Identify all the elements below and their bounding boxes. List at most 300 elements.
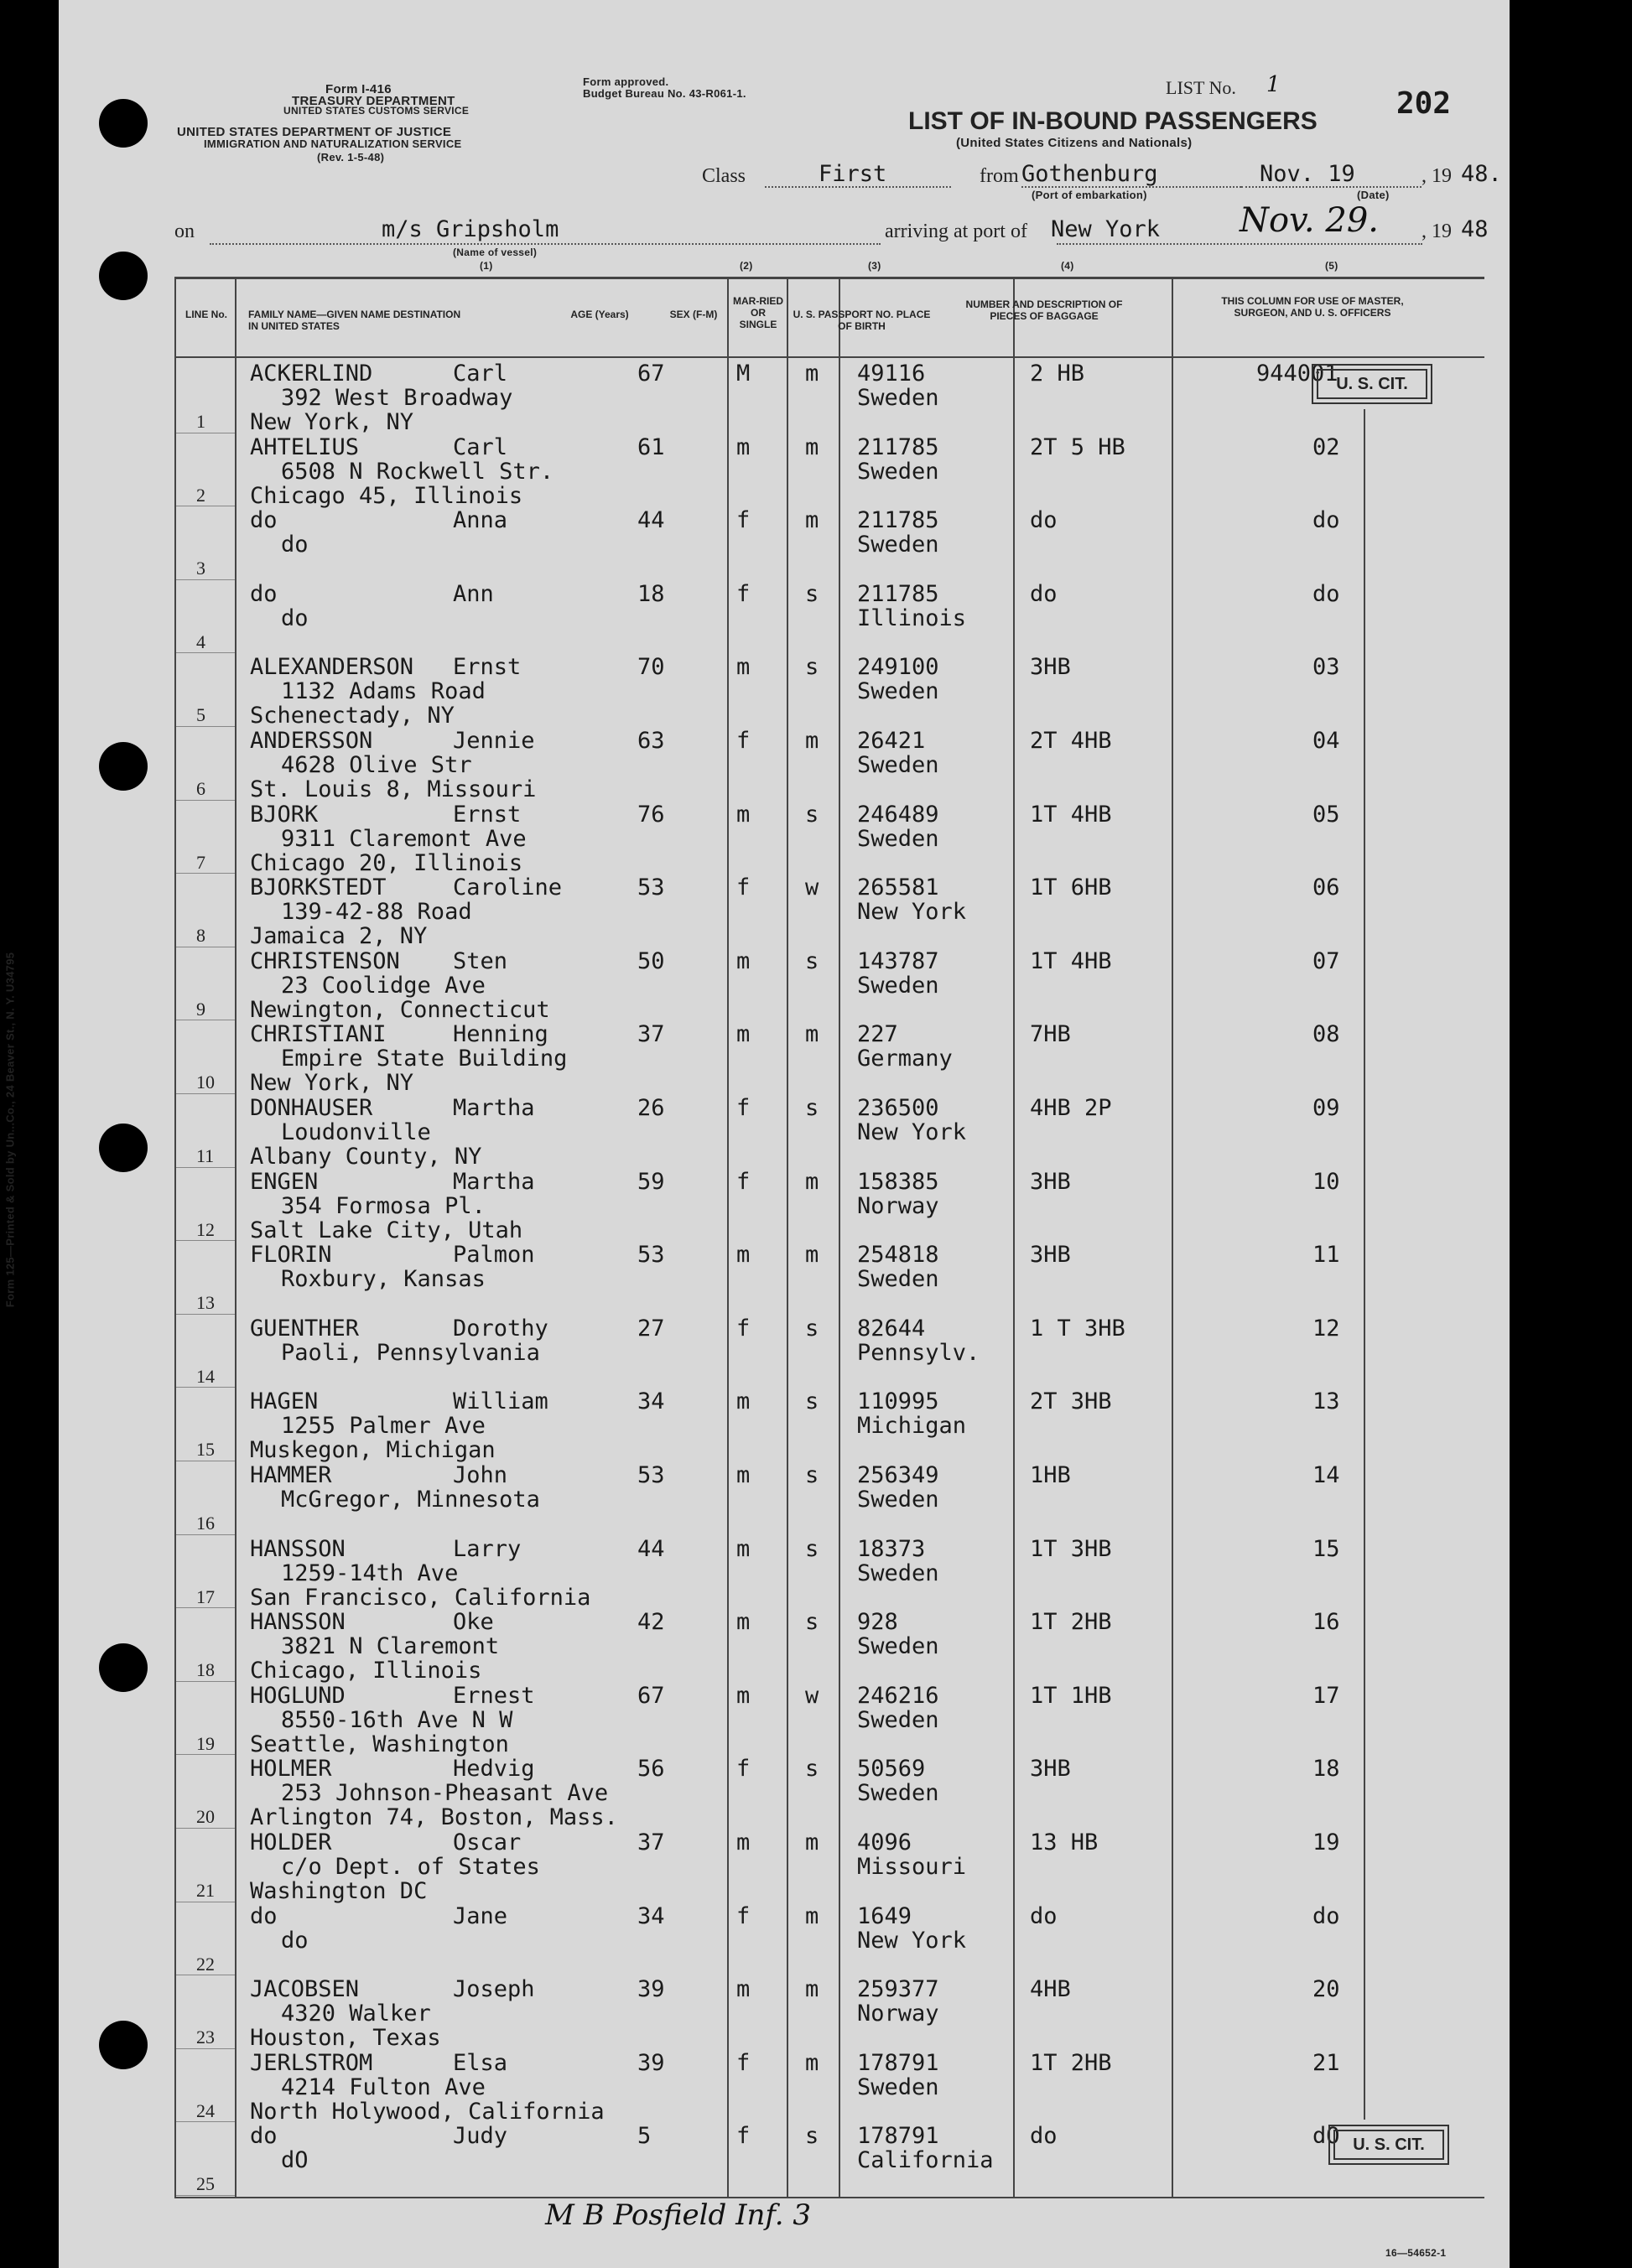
sex: m [736,654,751,681]
sex: M [736,361,751,387]
place-of-birth: Pennsylv. [857,1339,980,1366]
header-passport: U. S. PASSPORT NO. PLACE OF BIRTH [793,309,931,332]
line-number: 9 [196,998,205,1020]
passenger-given-name: Martha [453,1095,535,1121]
destination-line2: New York, NY [250,1070,414,1097]
header-officers: THIS COLUMN FOR USE OF MASTER, SURGEON, AND U. S. OFFICERS [1221,295,1404,319]
passenger-given-name: Ernest [453,1682,535,1709]
passenger-given-name: William [453,1388,548,1415]
marital-status: m [805,728,819,754]
punch-hole [99,1643,148,1692]
sex: m [736,1462,751,1488]
punch-hole [99,1124,148,1172]
passenger-surname: DONHAUSER [250,1095,373,1121]
passenger-surname: HAGEN [250,1388,319,1415]
baggage: do [1030,580,1058,607]
destination-line1: 8550-16th Ave N W [281,1706,513,1733]
passenger-surname: CHRISTIANI [250,1021,387,1048]
officer-number: 18 [1312,1756,1340,1783]
baggage: 1T 6HB [1030,875,1112,901]
destination-line1: 1259-14th Ave [281,1560,459,1586]
destination-line1: 4320 Walker [281,2001,431,2027]
row-separator [176,1607,235,1608]
passenger-given-name: Ernst [453,801,522,828]
justice-dept: UNITED STATES DEPARTMENT OF JUSTICE [177,125,452,139]
passenger-surname: do [250,1902,278,1929]
officer-number: 15 [1312,1535,1340,1562]
row-separator [176,1240,235,1241]
marital-status: m [805,507,819,534]
line-number: 2 [196,484,205,506]
age: 70 [637,654,665,681]
passenger-given-name: Carl [453,361,508,387]
embarkation-port: Gothenburg [1021,161,1158,187]
destination-line2: North Holywood, California [250,2098,605,2125]
age: 39 [637,2049,665,2076]
from-label: from [980,165,1019,187]
line-number: 3 [196,558,205,579]
destination-line1: Roxbury, Kansas [281,1266,486,1293]
header-sex: SEX (F-M) [669,309,718,320]
line-number: 4 [196,631,205,652]
place-of-birth: Sweden [857,458,939,485]
row-separator [176,1314,235,1315]
place-of-birth: Sweden [857,1706,939,1733]
age: 67 [637,1682,665,1709]
place-of-birth: Sweden [857,2073,939,2100]
arrival-date: Nov. 29. [1240,201,1379,240]
age: 18 [637,580,665,607]
sex: f [736,1168,751,1195]
passport-number: 928 [857,1609,898,1636]
header-name: FAMILY NAME—GIVEN NAME DESTINATION IN UNITED STATES [248,309,461,332]
passport-number: 158385 [857,1168,939,1195]
passport-number: 4096 [857,1829,912,1855]
baggage: 1 T 3HB [1030,1315,1125,1342]
passport-number: 211785 [857,433,939,460]
passenger-surname: ENGEN [250,1168,319,1195]
line-number: 5 [196,704,205,726]
destination-line1: do [281,605,309,631]
sex: m [736,1682,751,1709]
destination-line2: Salt Lake City, Utah [250,1217,523,1243]
line-number: 15 [196,1439,215,1461]
row-separator [176,579,235,580]
place-of-birth: Sweden [857,1487,939,1513]
marital-status: m [805,1829,819,1855]
row-separator [176,1828,235,1829]
row-separator [176,652,235,653]
officer-number: 16 [1312,1609,1340,1636]
destination-line2: Chicago, Illinois [250,1658,482,1684]
age: 56 [637,1756,665,1783]
inspector-signature: M B Posfield Inf. 3 [545,2198,812,2232]
on-label: on [174,221,195,242]
form-code: 16—54652-1 [1385,2247,1447,2259]
passenger-given-name: Palmon [453,1242,535,1269]
destination-line1: do [281,532,309,558]
baggage: 13 HB [1030,1829,1099,1855]
officer-number: dO [1312,2123,1340,2150]
destination-line1: 1255 Palmer Ave [281,1413,486,1440]
sex: m [736,1829,751,1855]
destination-line1: 4628 Olive Str [281,752,472,778]
age: 44 [637,1535,665,1562]
age: 26 [637,1095,665,1121]
passenger-given-name: Ann [453,580,494,607]
passport-number: 18373 [857,1535,926,1562]
header-baggage: NUMBER AND DESCRIPTION OF PIECES OF BAGGAGE [965,298,1123,322]
header-bottom-rule [174,356,1484,358]
col2-marker: (2) [740,260,753,272]
row-separator [176,1534,235,1535]
date-label: (Date) [1357,189,1390,201]
age: 53 [637,1462,665,1488]
marital-status: m [805,361,819,387]
baggage: do [1030,2123,1058,2150]
us-citizen-stamp: U. S. CIT. [1333,2130,1444,2160]
marital-status: s [805,1535,819,1562]
marital-status: w [805,1682,819,1709]
marital-status: s [805,1462,819,1488]
passenger-given-name: Jane [453,1902,508,1929]
passenger-surname: ANDERSSON [250,728,373,754]
marital-status: m [805,1021,819,1048]
passenger-surname: BJORK [250,801,319,828]
destination-line1: 392 West Broadway [281,385,513,411]
baggage: 1T 2HB [1030,2049,1112,2076]
passport-number: 1649 [857,1902,912,1929]
col-rule [1013,277,1015,2197]
passenger-surname: HANSSON [250,1609,346,1636]
line-number: 17 [196,1586,215,1607]
place-of-birth: Sweden [857,385,939,411]
line-number: 8 [196,925,205,947]
passenger-surname: GUENTHER [250,1315,360,1342]
age: 53 [637,875,665,901]
passport-number: 246489 [857,801,939,828]
destination-line1: 1132 Adams Road [281,678,486,705]
place-of-birth: Sweden [857,1780,939,1807]
punch-hole [99,2021,148,2069]
destination-line2: Schenectady, NY [250,703,455,729]
destination-line2: Arlington 74, Boston, Mass. [250,1804,618,1831]
sex: f [736,1315,751,1342]
passport-number: 82644 [857,1315,926,1342]
row-separator [176,1754,235,1755]
col-rule [727,277,729,2197]
year2-value: 48 [1461,216,1489,242]
passenger-surname: HANSSON [250,1535,346,1562]
officer-number: 04 [1312,728,1340,754]
sex: m [736,947,751,974]
vessel-label: (Name of vessel) [453,247,538,258]
officer-number: do [1312,580,1340,607]
passport-number: 110995 [857,1388,939,1415]
baggage: 3HB [1030,654,1071,681]
passport-number: 26421 [857,728,926,754]
passport-number: 227 [857,1021,898,1048]
passenger-given-name: Judy [453,2123,508,2150]
baggage: 4HB [1030,1976,1071,2003]
officer-number: 02 [1312,433,1340,460]
destination-line2: New York, NY [250,409,414,435]
year-value: 48. [1461,161,1502,187]
baggage: 1T 4HB [1030,801,1112,828]
printer-imprint: Form 125—Printed & Sold by Un...Co., 24 Beaver St., N. Y. U34795 [3,952,17,1308]
destination-line2: Seattle, Washington [250,1731,509,1757]
marital-status: m [805,1976,819,2003]
passport-number: 50569 [857,1756,926,1783]
class-label: Class [702,165,746,187]
sex: f [736,2123,751,2150]
col1-marker: (1) [480,260,493,272]
passenger-given-name: Larry [453,1535,522,1562]
age: 53 [637,1242,665,1269]
treasury-dept: TREASURY DEPARTMENT [292,94,455,108]
marital-status: s [805,2123,819,2150]
officer-number: 08 [1312,1021,1340,1048]
passenger-given-name: Ernst [453,654,522,681]
officer-number: do [1312,1902,1340,1929]
destination-line1: 23 Coolidge Ave [281,972,486,999]
us-citizen-stamp: U. S. CIT. [1317,369,1427,399]
passport-number: 256349 [857,1462,939,1488]
sex: f [736,728,751,754]
destination-line2: Newington, Connecticut [250,996,550,1023]
destination-line1: 4214 Fulton Ave [281,2073,486,2100]
line-number: 11 [196,1145,215,1166]
embarkation-label: (Port of embarkation) [1032,189,1147,201]
passport-number: 178791 [857,2123,939,2150]
line-number: 21 [196,1880,215,1901]
line-number: 12 [196,1218,215,1240]
form-approved: Form approved. [583,75,669,88]
row-separator [176,1681,235,1682]
sex: f [736,1756,751,1783]
col-rule [839,277,840,2197]
marital-status: s [805,1095,819,1121]
destination-line1: 253 Johnson-Pheasant Ave [281,1780,609,1807]
baggage: 3HB [1030,1756,1071,1783]
officer-number: 12 [1312,1315,1340,1342]
marital-status: m [805,1168,819,1195]
baggage: 1T 1HB [1030,1682,1112,1709]
place-of-birth: Missouri [857,1854,967,1880]
place-of-birth: California [857,2147,994,2174]
year-prefix: , 19 [1422,165,1452,187]
destination-line1: Empire State Building [281,1046,568,1072]
passport-number: 49116 [857,361,926,387]
dotted-line [210,243,881,245]
place-of-birth: Sweden [857,678,939,705]
passenger-given-name: Dorothy [453,1315,548,1342]
row-separator [176,800,235,801]
marital-status: m [805,1242,819,1269]
line-number: 10 [196,1072,215,1093]
revision-date: (Rev. 1-5-48) [317,151,385,163]
sex: f [736,875,751,901]
sex: m [736,1388,751,1415]
destination-line1: dO [281,2147,309,2174]
form-number: Form I-416 [325,82,392,96]
line-number: 25 [196,2173,215,2195]
age: 37 [637,1021,665,1048]
destination-line2: Washington DC [250,1878,428,1904]
place-of-birth: Michigan [857,1413,967,1440]
officer-number: 05 [1312,801,1340,828]
officer-number: 14 [1312,1462,1340,1488]
marital-status: s [805,580,819,607]
sex: m [736,1021,751,1048]
sex: m [736,1242,751,1269]
place-of-birth: Germany [857,1046,953,1072]
passenger-given-name: Jennie [453,728,535,754]
place-of-birth: Norway [857,2001,939,2027]
col4-marker: (4) [1061,260,1074,272]
age: 42 [637,1609,665,1636]
place-of-birth: Sweden [857,972,939,999]
sex: f [736,1095,751,1121]
passenger-given-name: Oke [453,1609,494,1636]
place-of-birth: Sweden [857,532,939,558]
document-title: LIST OF IN-BOUND PASSENGERS [908,107,1318,135]
destination-line2: San Francisco, California [250,1584,591,1611]
age: 61 [637,433,665,460]
place-of-birth: Sweden [857,1633,939,1660]
sex: m [736,433,751,460]
baggage: 1T 4HB [1030,947,1112,974]
customs-service: UNITED STATES CUSTOMS SERVICE [283,105,470,117]
sex: m [736,801,751,828]
manifest-page [3,0,1510,2268]
passport-number: 178791 [857,2049,939,2076]
line-number: 18 [196,1659,215,1681]
punch-hole [99,742,148,791]
officer-number: 10 [1312,1168,1340,1195]
place-of-birth: New York [857,1119,967,1145]
passenger-surname: do [250,507,278,534]
destination-line1: Loudonville [281,1119,431,1145]
header-age: AGE (Years) [570,309,629,320]
age: 34 [637,1388,665,1415]
passenger-surname: ACKERLIND [250,361,373,387]
passport-number: 254818 [857,1242,939,1269]
departure-date: Nov. 19 [1260,161,1355,187]
marital-status: w [805,875,819,901]
destination-line1: McGregor, Minnesota [281,1487,540,1513]
baggage: 2T 3HB [1030,1388,1112,1415]
line-number: 19 [196,1732,215,1754]
place-of-birth: Sweden [857,1560,939,1586]
passport-number: 211785 [857,507,939,534]
col3-marker: (3) [868,260,881,272]
row-separator [176,1387,235,1388]
marital-status: s [805,1609,819,1636]
passport-number: 265581 [857,875,939,901]
baggage: do [1030,507,1058,534]
baggage: do [1030,1902,1058,1929]
officer-number: 13 [1312,1388,1340,1415]
destination-line1: Paoli, Pennsylvania [281,1339,540,1366]
passenger-surname: HOGLUND [250,1682,346,1709]
passenger-given-name: Anna [453,507,508,534]
destination-line2: St. Louis 8, Missouri [250,776,537,802]
passenger-surname: JERLSTROM [250,2049,373,2076]
line-number: 23 [196,2027,215,2048]
destination-line1: c/o Dept. of States [281,1854,540,1880]
marital-status: m [805,433,819,460]
passenger-surname: CHRISTENSON [250,947,400,974]
header-line-no: LINE No. [185,309,227,320]
place-of-birth: Sweden [857,1266,939,1293]
class-value: First [819,161,887,187]
destination-line2: Chicago 45, Illinois [250,482,523,509]
header-married: MAR-RIED OR SINGLE [733,295,783,330]
passenger-given-name: Martha [453,1168,535,1195]
officer-number: 09 [1312,1095,1340,1121]
row-separator [176,2195,235,2196]
passport-number: 236500 [857,1095,939,1121]
line-number: 14 [196,1365,215,1387]
place-of-birth: Sweden [857,752,939,778]
destination-line2: Chicago 20, Illinois [250,849,523,876]
page-number: 202 [1396,86,1452,121]
sex: f [736,580,751,607]
passenger-given-name: Hedvig [453,1756,535,1783]
baggage: 7HB [1030,1021,1071,1048]
passenger-surname: ALEXANDERSON [250,654,414,681]
place-of-birth: Norway [857,1192,939,1219]
baggage: 1T 2HB [1030,1609,1112,1636]
passenger-surname: HAMMER [250,1462,332,1488]
line-number: 20 [196,1806,215,1828]
ditto-vertical-line [1364,409,1365,2120]
col5-marker: (5) [1325,260,1338,272]
baggage: 1HB [1030,1462,1071,1488]
officer-number: do [1312,507,1340,534]
officer-number: 944001 [1256,361,1338,387]
passenger-surname: BJORKSTEDT [250,875,387,901]
marital-status: s [805,801,819,828]
officer-number: 07 [1312,947,1340,974]
age: 63 [637,728,665,754]
budget-bureau: Budget Bureau No. 43-R061-1. [583,87,746,100]
row-separator [176,2121,235,2122]
place-of-birth: New York [857,899,967,926]
col-rule [787,277,788,2197]
line-number: 1 [196,411,205,432]
sex: f [736,507,751,534]
passenger-surname: do [250,2123,278,2150]
passport-number: 259377 [857,1976,939,2003]
passenger-surname: do [250,580,278,607]
destination-line1: 139-42-88 Road [281,899,472,926]
baggage: 3HB [1030,1242,1071,1269]
passenger-given-name: John [453,1462,508,1488]
year2-prefix: , 19 [1422,221,1452,242]
row-separator [176,873,235,874]
destination-line1: 3821 N Claremont [281,1633,500,1660]
arriving-label: arriving at port of [885,221,1027,242]
vessel-name: m/s Gripsholm [382,216,559,242]
baggage: 4HB 2P [1030,1095,1112,1121]
passenger-given-name: Carl [453,433,508,460]
place-of-birth: New York [857,1927,967,1954]
marital-status: m [805,1902,819,1929]
officer-number: 20 [1312,1976,1340,2003]
sex: m [736,1535,751,1562]
